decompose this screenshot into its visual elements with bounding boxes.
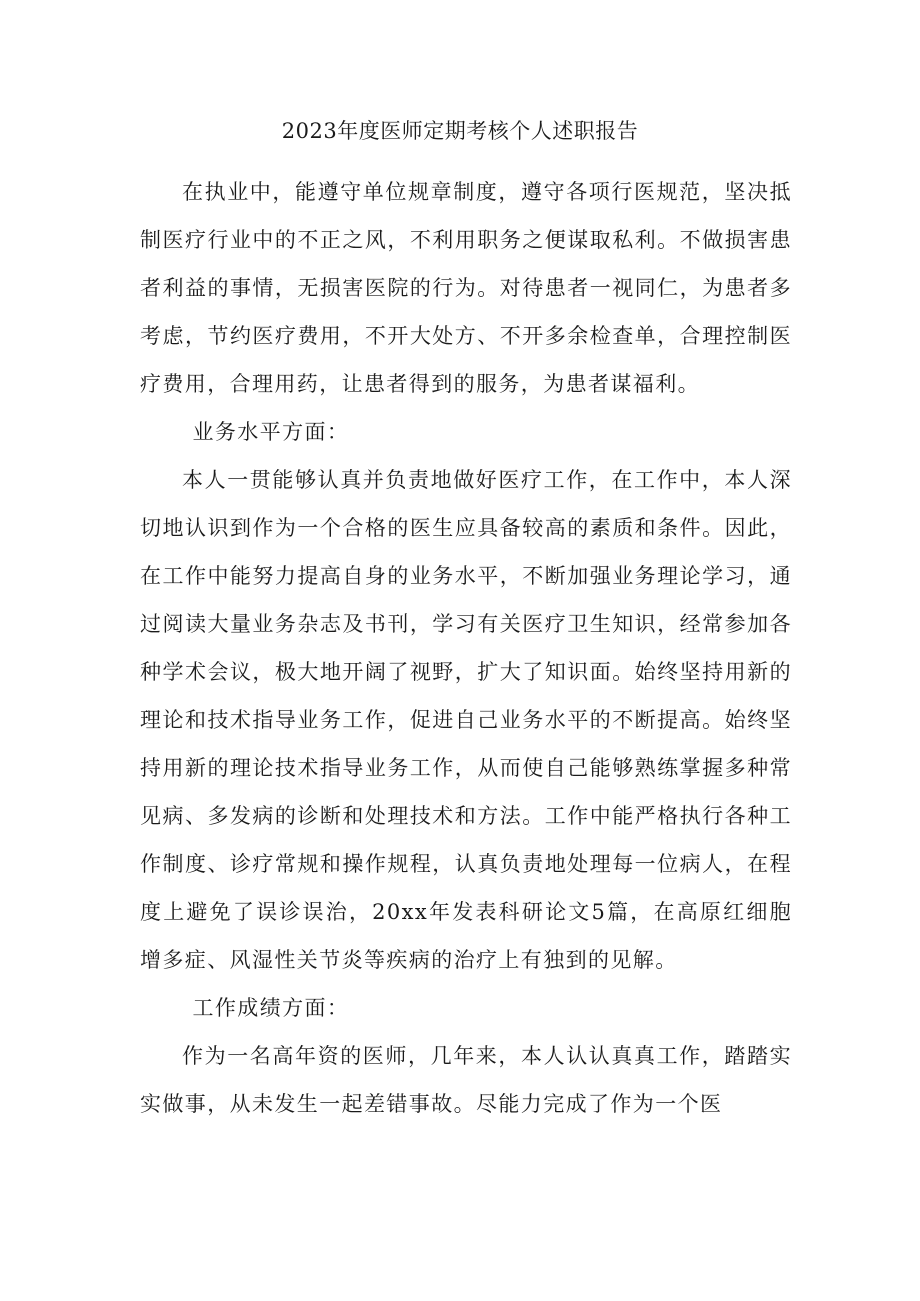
document-title: 2023年度医师定期考核个人述职报告 [281,119,639,143]
paragraph-professional-level: 本人一贯能够认真并负责地做好医疗工作，在工作中，本人深切地认识到作为一个合格的医生应具备较高的素质和条件。因此，在工作中能努力提高自身的业务水平，不断加强业务理论学习，通过阅读大量业务杂志及书刊，学习有关医疗卫生知识，经常参加各种学术会议，极大地开阔了视野，扩大了知识面。始终坚持用新的理论和技术指导业务工作，促进自己业务水平的不断提高。始终坚持用新的理论技术指导业务工作，从而使自己能够熟练掌握多种常见病、多发病的诊断和处理技术和方法。工作中能严格执行各种工作制度、诊疗常规和操作规程，认真负责地处理每一位病人，在程度上避免了误诊误治，20xx年发表科研论文5篇，在高原红细胞增多症、风湿性关节炎等疾病的治疗上有独到的见解。 [140,468,792,972]
document-body [140,168,792,1128]
paragraph-achievements: 作为一名高年资的医师，几年来，本人认认真真工作，踏踏实实做事，从未发生一起差错事故。尽能力完成了作为一个医 [140,1044,792,1116]
section-heading-professional-level: 业务水平方面： [192,420,350,444]
paragraph-conduct: 在执业中，能遵守单位规章制度，遵守各项行医规范，坚决抵制医疗行业中的不正之风，不利用职务之便谋取私利。不做损害患者利益的事情，无损害医院的行为。对待患者一视同仁，为患者多考虑，节约医疗费用，不开大处方、不开多余检查单，合理控制医疗费用，合理用药，让患者得到的服务，为患者谋福利。 [140,180,792,396]
section-heading-achievements: 工作成绩方面： [192,996,350,1020]
